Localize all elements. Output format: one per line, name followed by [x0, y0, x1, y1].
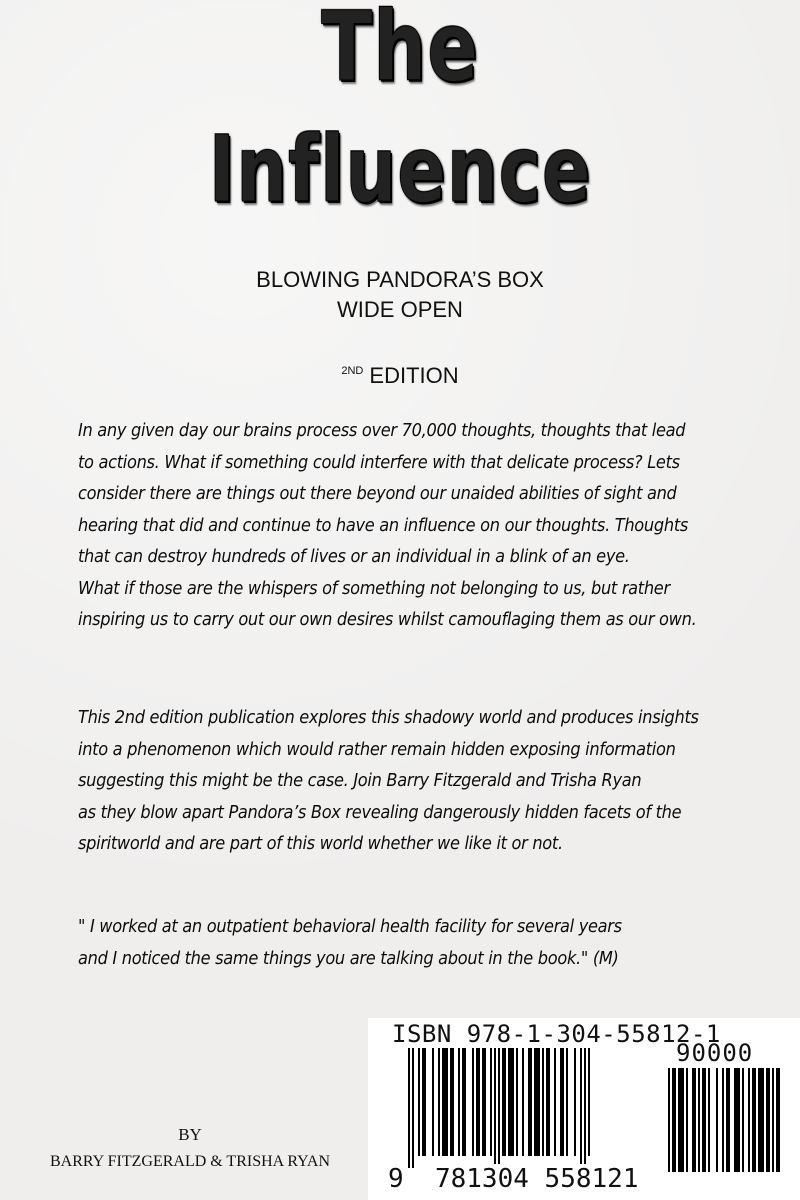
barcode-bar	[418, 1048, 420, 1156]
barcode-bar	[508, 1048, 514, 1156]
barcode-bar	[534, 1048, 540, 1156]
barcode-bar	[498, 1048, 500, 1168]
barcode-bar	[580, 1048, 582, 1168]
barcode-bar	[716, 1068, 718, 1172]
description-paragraph-1	[78, 415, 738, 636]
barcode-bar	[482, 1048, 486, 1156]
barcode-bar	[752, 1068, 756, 1172]
barcode-bar	[490, 1048, 492, 1156]
barcode-bar	[726, 1068, 730, 1172]
book-title-line-2: Influence	[208, 116, 592, 223]
paragraph-line: spiritworld and are part of this world whether we like it or not.	[78, 833, 563, 854]
barcode-bar	[522, 1048, 524, 1156]
barcode-bar	[476, 1048, 480, 1156]
barcode-bar	[708, 1068, 710, 1172]
paragraph-line: suggesting this might be the case. Join Barry Fitzgerald and Trisha Ryan	[78, 770, 642, 791]
barcode-bar	[672, 1068, 676, 1172]
barcode-bar	[442, 1048, 448, 1156]
barcode-bar	[528, 1048, 532, 1156]
barcode-bar	[516, 1048, 518, 1156]
barcode-bar	[494, 1048, 496, 1168]
barcode-bar	[584, 1048, 586, 1168]
paragraph-line: to actions. What if something could interfere with that delicate process? Lets	[78, 451, 680, 473]
edition-word: EDITION	[369, 363, 459, 388]
barcode-bar	[776, 1068, 780, 1172]
paragraph-line: In any given day our brains process over 70,000 thoughts, thoughts that lead	[78, 420, 686, 441]
barcode-bar	[422, 1048, 426, 1156]
barcode-bar	[766, 1068, 770, 1172]
edition-number: 2ND	[341, 365, 364, 377]
edition-label	[0, 356, 800, 391]
paragraph-line: into a phenomenon which would rather remain hidden exposing information	[78, 738, 676, 760]
barcode-bar	[462, 1048, 466, 1156]
ean-barcode	[408, 1048, 644, 1170]
paragraph-line: This 2nd edition publication explores this shadowy world and produces insights	[78, 707, 699, 728]
price-code: 90000	[676, 1039, 754, 1067]
authors: BARRY FITZGERALD & TRISHA RYAN	[49, 1153, 331, 1170]
barcode-bar	[734, 1068, 740, 1172]
ean-left-digits: 781304	[434, 1164, 529, 1194]
barcode-bar	[702, 1068, 706, 1172]
barcode-bar	[450, 1048, 454, 1156]
barcode-bar	[438, 1048, 440, 1156]
paragraph-line: that can destroy hundreds of lives or an individual in a blink of an eye.	[78, 546, 630, 567]
by-label: BY	[178, 1125, 202, 1144]
ean-right-digits: 558121	[544, 1164, 639, 1194]
barcode-bar	[692, 1068, 696, 1172]
subtitle-line-2: WIDE OPEN	[337, 297, 463, 322]
quote-line: and I noticed the same things you are talking about in the book." (M)	[78, 947, 619, 969]
barcode-bar	[432, 1048, 434, 1156]
barcode-bar	[686, 1068, 688, 1172]
book-title-line-1: The	[321, 0, 479, 103]
barcode-bar	[668, 1068, 670, 1172]
quote-line: " I worked at an outpatient behavioral health facility for several years	[78, 916, 622, 937]
barcode-bar	[698, 1068, 700, 1172]
paragraph-line: as they blow apart Pandora’s Box revealing dangerously hidden facets of the	[78, 801, 682, 823]
barcode-bar	[502, 1048, 506, 1156]
reader-quote	[78, 911, 738, 974]
barcode-bar	[574, 1048, 576, 1156]
barcode-bar	[588, 1048, 590, 1156]
barcode-bar	[408, 1048, 410, 1168]
paragraph-line: inspiring us to carry out our own desires whilst camouflaging them as our own.	[78, 609, 697, 630]
subtitle-line-1: BLOWING PANDORA’S BOX	[256, 267, 544, 292]
barcode-bar	[758, 1068, 764, 1172]
barcode-bar	[678, 1068, 684, 1172]
ean-first-digit: 9	[388, 1164, 404, 1194]
barcode-bar	[742, 1068, 744, 1172]
barcode-bar	[542, 1048, 544, 1156]
barcode-bar	[560, 1048, 564, 1156]
paragraph-line: consider there are things out there beyond our unaided abilities of sight and	[78, 483, 677, 504]
barcode-bar	[772, 1068, 774, 1172]
barcode-bar	[554, 1048, 556, 1156]
barcode-bar	[458, 1048, 460, 1156]
barcode-bar	[722, 1068, 724, 1172]
paragraph-line: What if those are the whispers of something not belonging to us, but rather	[78, 577, 670, 599]
barcode-bar	[566, 1048, 568, 1156]
barcode-bar	[472, 1048, 474, 1156]
description-paragraph-2	[78, 702, 738, 860]
ean-digits	[388, 1164, 638, 1194]
paragraph-line: hearing that did and continue to have an influence on our thoughts. Thoughts	[78, 514, 689, 536]
isbn-label: ISBN 978-1-304-55812-1	[392, 1020, 721, 1048]
barcode-bar	[412, 1048, 414, 1168]
barcode-bar	[546, 1048, 550, 1156]
barcode-bar	[748, 1068, 750, 1172]
addon-barcode	[668, 1068, 780, 1172]
